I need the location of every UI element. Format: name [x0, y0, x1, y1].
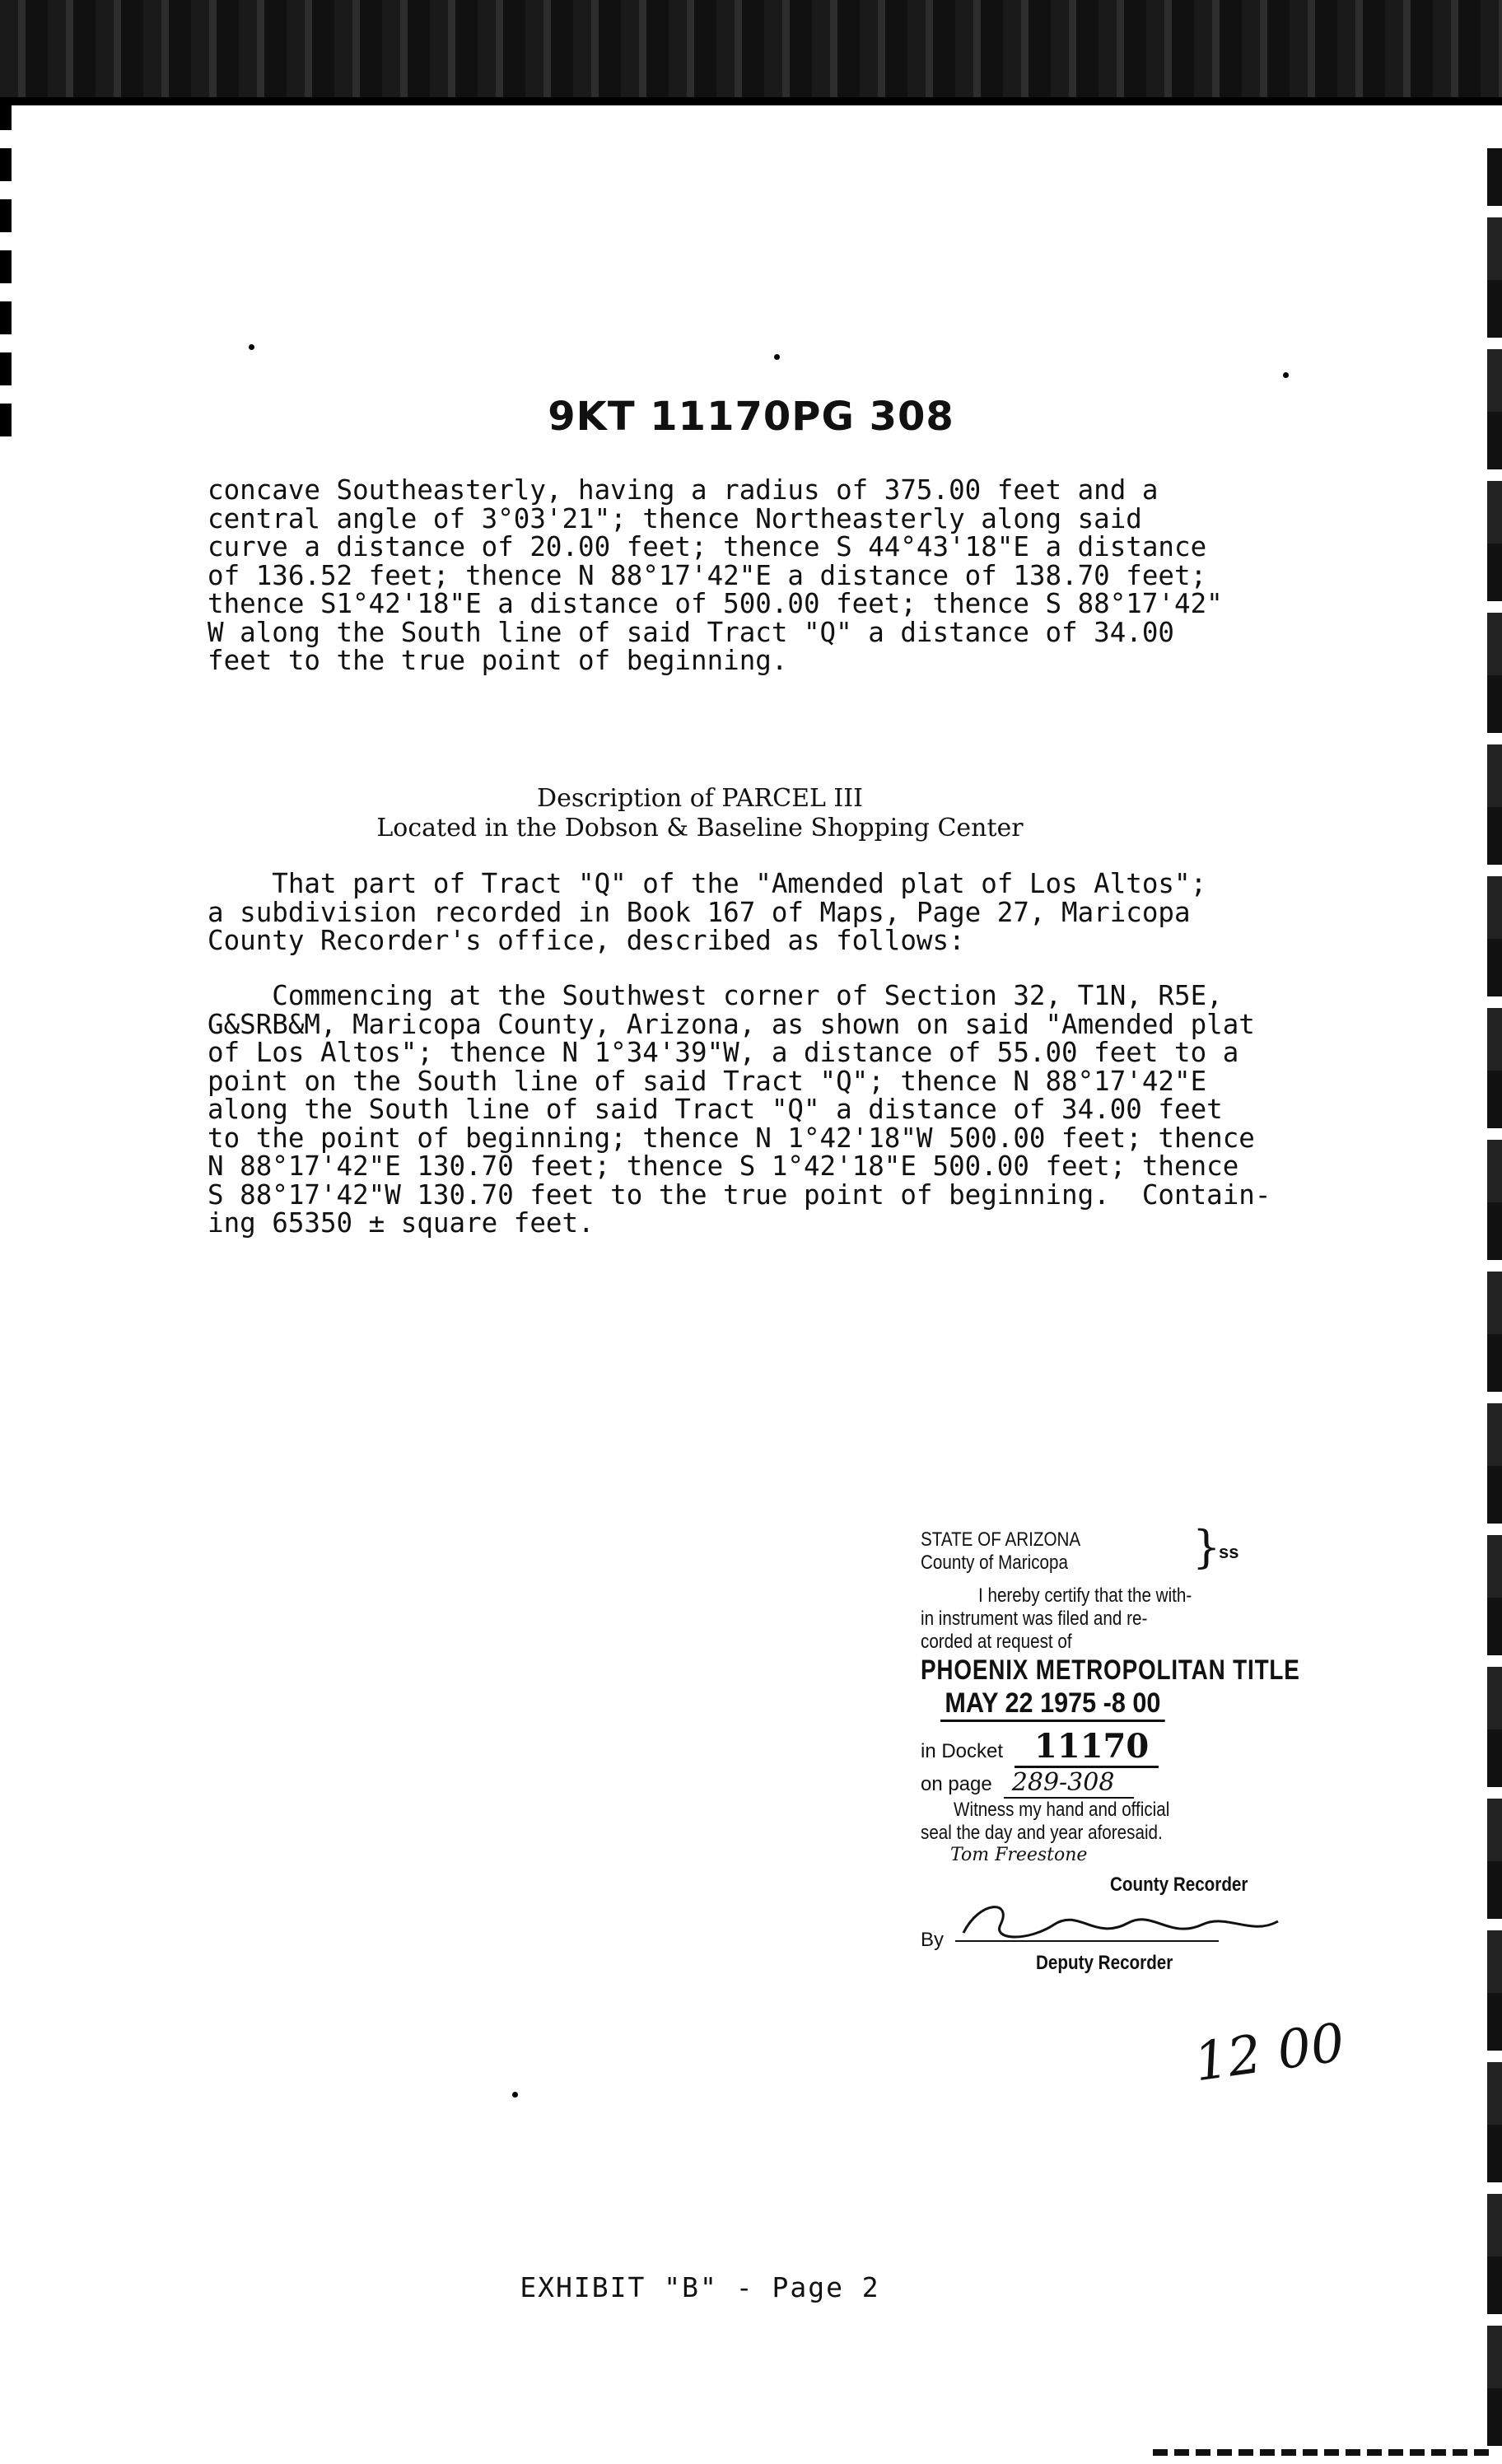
stamp-county: County of Maricopa — [921, 1552, 1068, 1574]
scan-speck — [774, 354, 780, 360]
page-range: 289-308 — [1004, 1768, 1135, 1799]
parcel-title: Description of PARCEL III — [537, 784, 863, 813]
signature-icon — [955, 1900, 1285, 1946]
stamp-title-bottom: Deputy Recorder — [1036, 1952, 1173, 1974]
scan-speck — [249, 344, 254, 350]
stamp-witness-line: Witness my hand and official — [954, 1799, 1170, 1821]
text-line: a subdivision recorded in Book 167 of Maps, Page 27, Maricopa — [208, 896, 1191, 928]
text-line: W along the South line of said Tract "Q" a distance of 34.00 — [208, 616, 1174, 648]
stamp-title-top: County Recorder — [1110, 1874, 1248, 1896]
text-line: of 136.52 feet; thence N 88°17'42"E a distance of 138.70 feet; — [208, 559, 1207, 591]
docket-number: 11170 — [1015, 1727, 1159, 1768]
intro-paragraph — [208, 870, 1385, 955]
stamp-state: STATE OF ARIZONA — [921, 1528, 1081, 1551]
handwritten-fee: 12 00 — [1190, 2012, 1349, 2094]
text-line: S 88°17'42"W 130.70 feet to the true point of beginning. Contain- — [208, 1178, 1271, 1211]
recorder-name: Tom Freestone — [950, 1845, 1088, 1865]
text-line: to the point of beginning; thence N 1°42'18"W 500.00 feet; thence — [208, 1122, 1255, 1154]
text-line: of Los Altos"; thence N 1°34'39"W, a distance of 55.00 feet to a — [208, 1037, 1239, 1068]
text-line: Commencing at the Southwest corner of Section 32, T1N, R5E, — [208, 980, 1223, 1011]
text-line: N 88°17'42"E 130.70 feet; thence S 1°42'18"E 500.00 feet; thence — [208, 1150, 1239, 1182]
brace-glyph: } — [1192, 1521, 1221, 1573]
text-line: G&SRB&M, Maricopa County, Arizona, as shown on said "Amended plat — [208, 1008, 1255, 1040]
stamp-docket-row — [921, 1727, 1299, 1768]
text-line: feet to the true point of beginning. — [208, 645, 788, 676]
stamp-company: PHOENIX METROPOLITAN TITLE — [921, 1654, 1300, 1686]
stamp-date: MAY 22 1975 -8 00 — [940, 1687, 1165, 1722]
text-line: concave Southeasterly, having a radius of 375.00 feet and a — [208, 474, 1159, 506]
stamp-ss: ss — [1219, 1542, 1239, 1562]
text-line: thence S1°42'18"E a distance of 500.00 feet; thence S 88°17'42" — [208, 588, 1223, 619]
text-line: County Recorder's office, described as follows: — [208, 925, 965, 956]
stamp-cert-line: corded at request of — [921, 1631, 1072, 1653]
stamp-cert-line: I hereby certify that the with- — [978, 1584, 1192, 1607]
stamp-page-row — [921, 1768, 1299, 1799]
scan-speck — [1283, 372, 1289, 378]
docket-page-number: 9KT 11170PG 308 — [548, 394, 954, 440]
text-line: ing 65350 ± square feet. — [208, 1207, 595, 1239]
docket-label: in Docket — [921, 1740, 1004, 1762]
text-line: curve a distance of 20.00 feet; thence S 44°43'18"E a distance — [208, 531, 1207, 562]
page-label: on page — [921, 1773, 992, 1795]
by-label: By — [921, 1929, 945, 1951]
scan-border-right — [1487, 148, 1502, 2446]
text-line: point on the South line of said Tract "Q"; thence N 88°17'42"E — [208, 1065, 1207, 1097]
scan-border-bottom — [1153, 2449, 1490, 2456]
continuation-paragraph — [208, 476, 1385, 675]
recorder-stamp — [921, 1521, 1300, 1975]
legal-description-paragraph — [208, 982, 1385, 1238]
stamp-signature-row — [921, 1900, 1299, 1952]
stamp-cert-line: in instrument was filed and re- — [921, 1608, 1148, 1630]
text-line: along the South line of said Tract "Q" a distance of 34.00 feet — [208, 1094, 1223, 1125]
scan-border-top — [0, 0, 1502, 105]
stamp-witness-line: seal the day and year aforesaid. — [921, 1822, 1163, 1844]
exhibit-footer: EXHIBIT "B" - Page 2 — [520, 2271, 880, 2303]
scan-speck — [512, 2092, 518, 2098]
text-line: That part of Tract "Q" of the "Amended plat of Los Altos"; — [208, 868, 1207, 899]
text-line: central angle of 3°03'21"; thence Northeasterly along said — [208, 502, 1142, 534]
parcel-subtitle: Located in the Dobson & Baseline Shopping Center — [376, 814, 1024, 842]
